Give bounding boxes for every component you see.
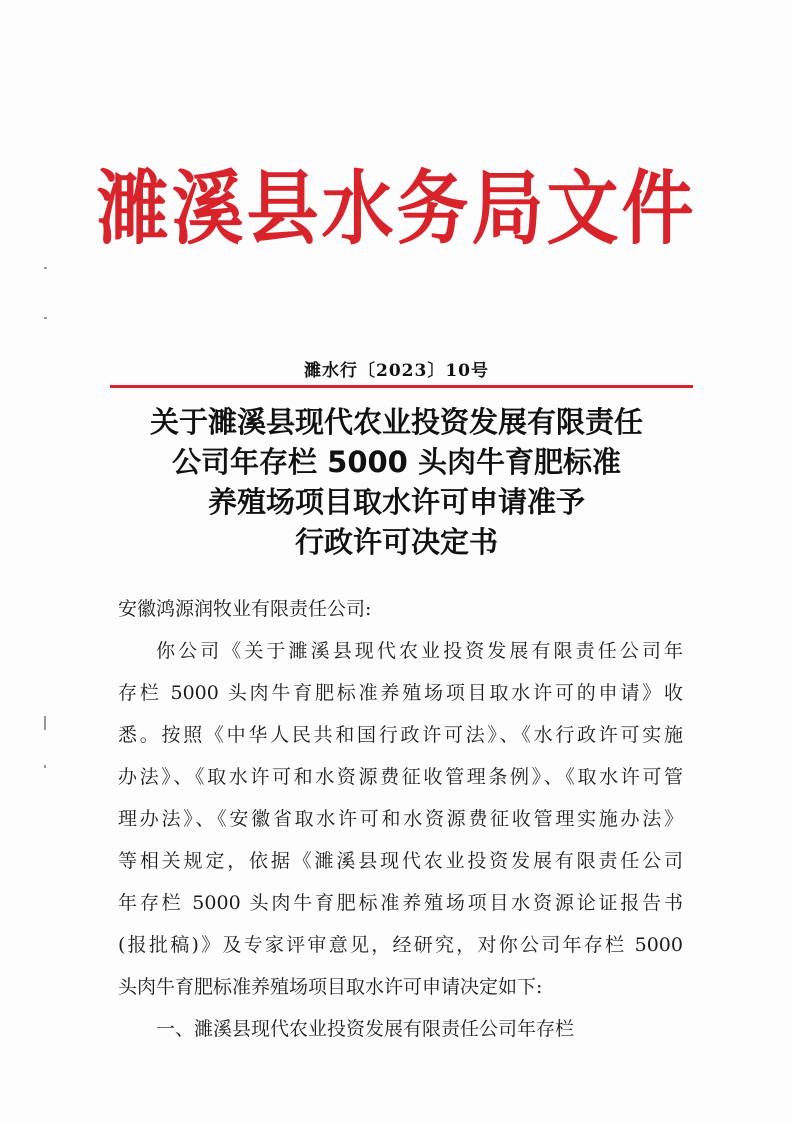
body-line: 悉。按照《中华人民共和国行政许可法》、《水行政许可实施 <box>118 724 683 746</box>
title-line: 关于濉溪县现代农业投资发展有限责任 <box>149 405 643 439</box>
title-line: 行政许可决定书 <box>294 525 498 559</box>
body-line: 一、濉溪县现代农业投资发展有限责任公司年存栏 <box>156 1018 575 1040</box>
body-line: 你公司《关于濉溪县现代农业投资发展有限责任公司年 <box>156 640 683 662</box>
body-line: 理办法》、《安徽省取水许可和水资源费征收管理实施办法》 <box>118 808 683 830</box>
org-header-title: 濉溪县水务局文件 <box>96 161 697 256</box>
scan-mark <box>44 765 46 768</box>
scan-mark <box>44 716 46 730</box>
body-line: 办法》、《取水许可和水资源费征收管理条例》、《取水许可管 <box>118 766 683 788</box>
title-line: 公司年存栏 5000 头肉牛育肥标准 <box>172 445 621 479</box>
document-title <box>0 402 793 562</box>
scan-mark <box>44 267 47 269</box>
body-line: 等相关规定，依据《濉溪县现代农业投资发展有限责任公司 <box>118 850 683 872</box>
body-line: 存栏 5000 头肉牛育肥标准养殖场项目取水许可的申请》收 <box>118 682 683 704</box>
salutation: 安徽鸿源润牧业有限责任公司: <box>118 598 372 620</box>
body-line: 年存栏 5000 头肉牛育肥标准养殖场项目水资源论证报告书 <box>118 892 683 914</box>
scan-mark <box>44 317 47 319</box>
body-line: (报批稿)》及专家评审意见，经研究，对你公司年存栏 5000 <box>118 934 683 956</box>
document-body <box>118 588 683 1050</box>
document-number: 濉水行〔2023〕10号 <box>304 361 489 381</box>
red-divider-line <box>110 385 693 388</box>
title-line: 养殖场项目取水许可申请准予 <box>207 485 585 519</box>
body-line: 头肉牛育肥标准养殖场项目取水许可申请决定如下: <box>118 976 543 998</box>
